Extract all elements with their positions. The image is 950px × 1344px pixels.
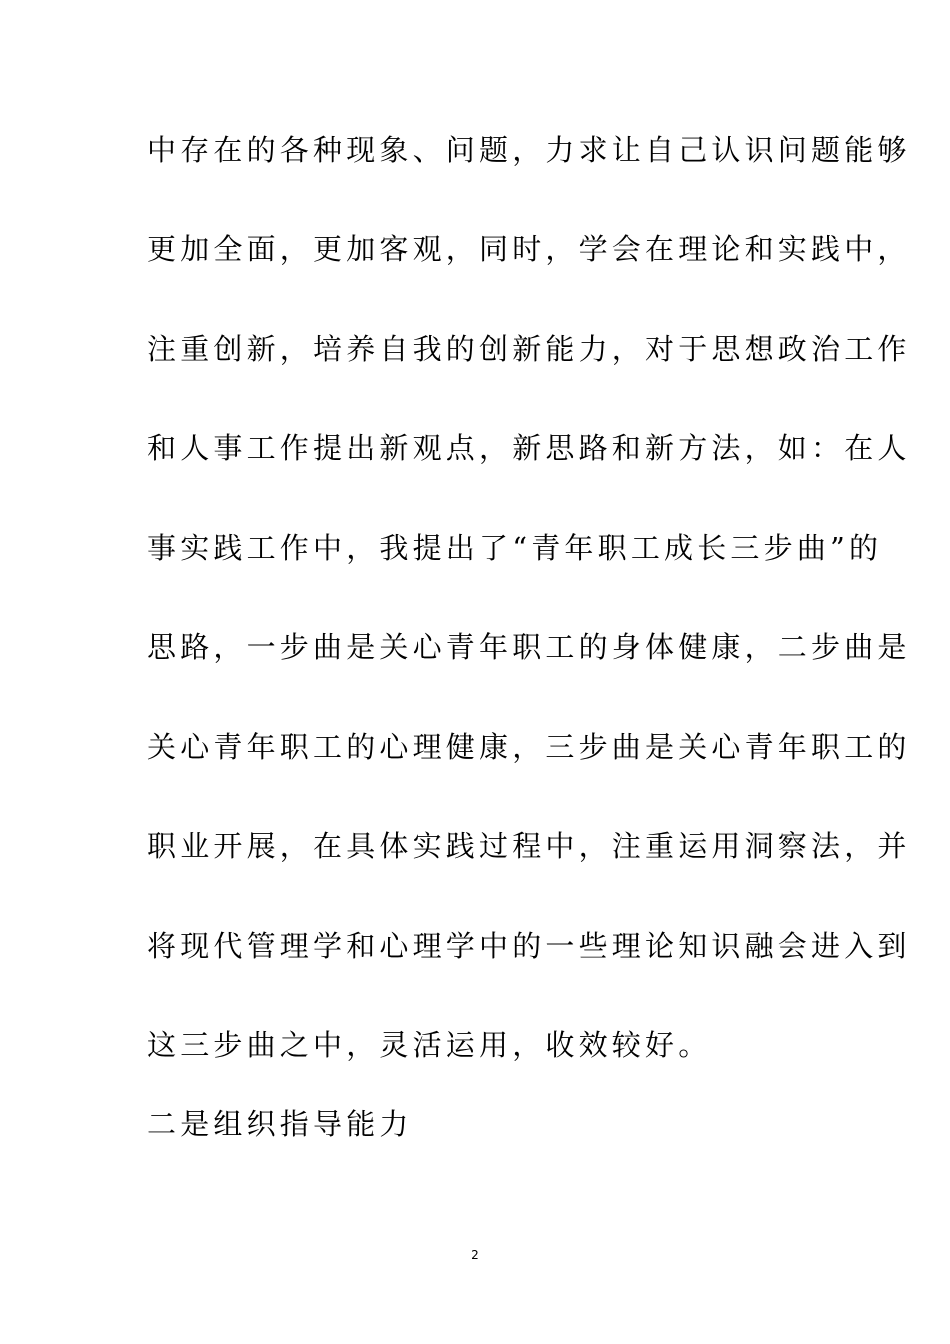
paragraph-line-7: 关心青年职工的心理健康，三步曲是关心青年职工的 bbox=[147, 730, 911, 764]
paragraph-line-5: 事实践工作中，我提出了“青年职工成长三步曲”的 bbox=[147, 531, 883, 565]
paragraph-line-2: 更加全面，更加客观，同时，学会在理论和实践中， bbox=[147, 232, 911, 266]
paragraph-line-6: 思路，一步曲是关心青年职工的身体健康，二步曲是 bbox=[147, 630, 911, 664]
paragraph-line-1: 中存在的各种现象、问题，力求让自己认识问题能够 bbox=[147, 133, 911, 167]
paragraph-line-10: 这三步曲之中，灵活运用，收效较好。 bbox=[147, 1028, 712, 1062]
paragraph-line-9: 将现代管理学和心理学中的一些理论知识融会进入到 bbox=[147, 929, 911, 963]
page-number: 2 bbox=[471, 1248, 479, 1262]
paragraph-line-4: 和人事工作提出新观点，新思路和新方法，如：在人 bbox=[147, 431, 911, 465]
paragraph-line-3: 注重创新，培养自我的创新能力，对于思想政治工作 bbox=[147, 332, 911, 366]
paragraph-line-8: 职业开展，在具体实践过程中，注重运用洞察法，并 bbox=[147, 829, 911, 863]
section-heading: 二是组织指导能力 bbox=[147, 1107, 413, 1141]
